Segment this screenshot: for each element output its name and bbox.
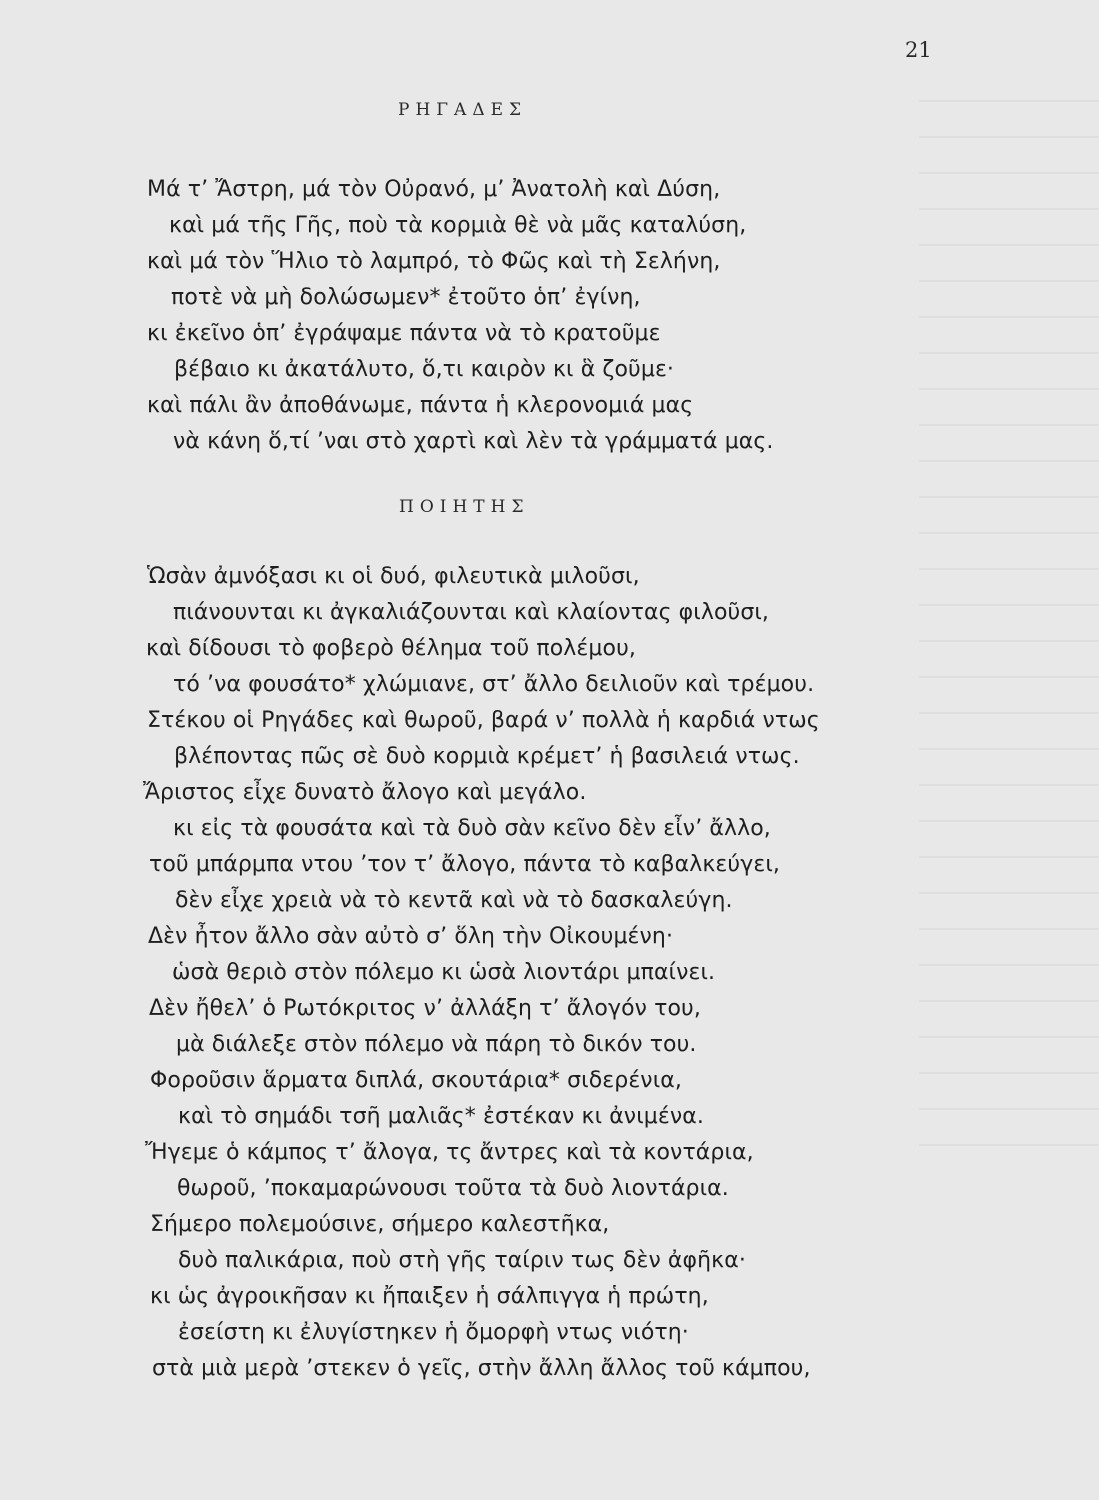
show-through-shadow [919, 100, 1099, 1150]
poem-line: καὶ πάλι ἂν ἀποθάνωμε, πάντα ἡ κλερονομιά μας [147, 393, 694, 418]
poem-line: καὶ μά τὸν Ἥλιο τὸ λαμπρό, τὸ Φῶς καὶ τὴ Σελήνη, [147, 249, 721, 274]
page-number: 21 [905, 38, 932, 62]
poem-line: στὰ μιὰ μερὰ ’στεκεν ὁ γεῖς, στὴν ἄλλη ἄλλος τοῦ κάμπου, [152, 1356, 811, 1381]
poem-line: βλέποντας πῶς σὲ δυὸ κορμιὰ κρέμετ’ ἡ βασιλειά ντως. [174, 744, 800, 769]
poem-line: καὶ τὸ σημάδι τσῆ μαλιᾶς* ἐστέκαν κι ἀνιμένα. [178, 1104, 704, 1129]
poem-line: κι εἰς τὰ φουσάτα καὶ τὰ δυὸ σὰν κεῖνο δὲν εἶν’ ἄλλο, [173, 816, 771, 841]
poem-line: Ἤγεμε ὁ κάμπος τ’ ἄλογα, τς ἄντρες καὶ τὰ κοντάρια, [145, 1140, 754, 1165]
poem-line: Στέκου οἱ Ρηγάδες καὶ θωροῦ, βαρά ν’ πολλὰ ἡ καρδιά ντως [147, 708, 820, 733]
poem-line: κι ὡς ἀγροικῆσαν κι ἤπαιξεν ἡ σάλπιγγα ἡ πρώτη, [150, 1284, 709, 1309]
poem-line: πιάνουνται κι ἀγκαλιάζουνται καὶ κλαίοντας φιλοῦσι, [173, 600, 770, 625]
poem-line: δὲν εἶχε χρειὰ νὰ τὸ κεντᾶ καὶ νὰ τὸ δασκαλεύγη. [175, 888, 733, 913]
poem-line: Δὲν ἦτον ἄλλο σὰν αὐτὸ σ’ ὅλη τὴν Οἰκουμένη· [148, 924, 674, 949]
poem-line: ἐσείστη κι ἐλυγίστηκεν ἡ ὄμορφὴ ντως νιότη· [178, 1320, 689, 1345]
poem-line: καὶ μά τῆς Γῆς, ποὺ τὰ κορμιὰ θὲ νὰ μᾶς καταλύση, [169, 213, 747, 238]
poem-line: τοῦ μπάρμπα ντου ’τον τ’ ἄλογο, πάντα τὸ καβαλκεύγει, [149, 852, 780, 877]
poem-line: Φοροῦσιν ἅρματα διπλά, σκουτάρια* σιδερένια, [150, 1068, 682, 1093]
poem-line: Σήμερο πολεμούσινε, σήμερο καλεστῆκα, [150, 1212, 610, 1237]
poem-line: νὰ κάνη ὅ,τί ’ναι στὸ χαρτὶ καὶ λὲν τὰ γράμματά μας. [173, 429, 774, 454]
poem-line: μὰ διάλεξε στὸν πόλεμο νὰ πάρη τὸ δικόν του. [176, 1032, 697, 1057]
poem-line: Ἄριστος εἶχε δυνατὸ ἄλογο καὶ μεγάλο. [143, 780, 587, 805]
poem-line: καὶ δίδουσι τὸ φοβερὸ θέλημα τοῦ πολέμου, [146, 636, 636, 661]
poem-line: Δὲν ἤθελ’ ὁ Ρωτόκριτος ν’ ἀλλάξη τ’ ἄλογόν του, [149, 996, 701, 1021]
section-title-rigades: ΡΗΓΑΔΕΣ [398, 100, 528, 120]
poem-line: ποτὲ νὰ μὴ δολώσωμεν* ἐτοῦτο ὁπ’ ἐγίνη, [171, 285, 641, 310]
poem-line: θωροῦ, ’ποκαμαρώνουσι τοῦτα τὰ δυὸ λιοντάρια. [177, 1176, 729, 1201]
poem-line: βέβαιο κι ἀκατάλυτο, ὅ,τι καιρὸν κι ἃ ζοῦμε· [174, 357, 675, 382]
poem-line: ὡσὰ θεριὸ στὸν πόλεμο κι ὡσὰ λιοντάρι μπαίνει. [172, 960, 716, 985]
section-title-poiitis: ΠΟΙΗΤΗΣ [399, 497, 530, 517]
poem-line: Ὡσὰν ἀμνόξασι κι οἱ δυό, φιλευτικὰ μιλοῦσι, [147, 564, 640, 589]
poem-line: Μά τ’ Ἄστρη, μά τὸν Οὐρανό, μ’ Ἀνατολὴ καὶ Δύση, [147, 177, 721, 202]
poem-line: δυὸ παλικάρια, ποὺ στὴ γῆς ταίριν τως δὲν ἀφῆκα· [178, 1248, 746, 1273]
poem-line: κι ἐκεῖνο ὁπ’ ἐγράψαμε πάντα νὰ τὸ κρατοῦμε [147, 321, 661, 346]
poem-line: τό ’να φουσάτο* χλώμιανε, στ’ ἄλλο δειλιοῦν καὶ τρέμου. [173, 672, 815, 697]
